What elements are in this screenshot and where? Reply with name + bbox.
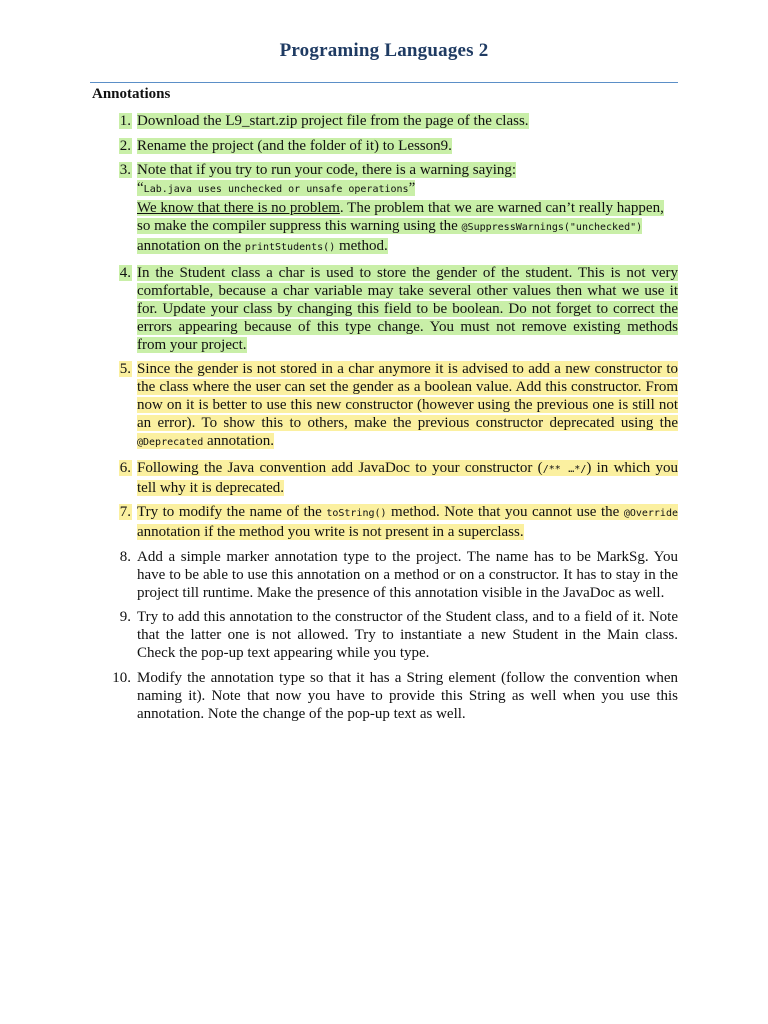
list-item-6: [92, 459, 678, 497]
close-quote: ”: [408, 180, 416, 196]
item-text: In the Student class a char is used to store the gender of the student. This is not very comfortable, because a char variable may take several other values then what we use it for. Update your class by changing this field to be boolean. Do not forget to correct the errors appearing because of this type change. You must not remove existing methods from your project.: [137, 264, 678, 353]
suppress-warnings-code: @SuppressWarnings("unchecked"): [461, 222, 643, 233]
item-text: annotation.: [203, 433, 275, 449]
tostring-code: toString(): [326, 508, 387, 519]
item-text: . The problem that we are warned can’t really happen, so make the compiler suppress this warning using the: [137, 200, 664, 234]
item-number: 5.: [119, 361, 131, 377]
item-text: method.: [335, 238, 388, 254]
item-text: Note that if you try to run your code, there is a warning saying:: [137, 162, 517, 178]
title-divider: [90, 82, 678, 83]
item-number: 4.: [119, 264, 131, 281]
item-text: Try to modify the name of the: [137, 504, 327, 520]
underlined-text: We know that there is no problem: [137, 200, 340, 216]
override-code: @Override: [623, 508, 678, 519]
item-text: Modify the annotation type so that it has a String element (follow the convention when naming it). Note that now you have to provide this String as well when you use this annotation. Note the change of the pop-up text as well.: [137, 669, 678, 722]
list-item-3: [92, 161, 678, 257]
item-number: 2.: [119, 137, 131, 154]
method-name-code: printStudents(): [244, 242, 336, 253]
item-text: Since the gender is not stored in a char anymore it is advised to add a new constructor to the class where the user can set the gender as a boolean value. Add this constructor. From now on it is better to use this new constructor (however using the previous one is still not an error). To show this to others, make the previous constructor deprecated using the: [137, 361, 678, 431]
item-text: annotation if the method you write is not present in a superclass.: [137, 524, 524, 540]
item-text: method. Note that you cannot use the: [386, 504, 624, 520]
section-heading: Annotations: [92, 86, 171, 102]
open-quote: “: [137, 180, 144, 196]
item-number: 6.: [119, 459, 131, 476]
item-text: Rename the project (and the folder of it) to Lesson9.: [137, 137, 452, 154]
item-text: Download the L9_start.zip project file from the page of the class.: [137, 113, 529, 129]
javadoc-code: /** …*/: [542, 463, 587, 475]
item-number: 10.: [112, 669, 131, 686]
page-title: Programing Languages 2: [279, 40, 489, 61]
task-list: [92, 112, 678, 729]
warning-message-code: Lab.java uses unchecked or unsafe operations: [143, 184, 409, 195]
item-number: 9.: [119, 609, 131, 625]
item-text: Following the Java convention add JavaDoc to your constructor (: [137, 459, 543, 476]
list-item-4: [92, 264, 678, 354]
item-text: ) in which you tell why it is deprecated.: [137, 459, 678, 496]
list-item-1: [92, 112, 678, 130]
item-number: 3.: [119, 162, 131, 178]
list-item-8: [92, 548, 678, 602]
item-number: 8.: [119, 548, 131, 565]
item-number: 1.: [119, 113, 131, 129]
item-number: 7.: [119, 504, 131, 520]
list-item-5: [92, 360, 678, 452]
item-text: Add a simple marker annotation type to the project. The name has to be MarkSg. You have to be able to use this annotation on a method or on a constructor. It has to stay in the project till runtime. Make the presence of this annotation visible in the JavaDoc as well.: [137, 548, 678, 601]
list-item-10: [92, 669, 678, 723]
item-text: annotation on the: [137, 238, 245, 254]
deprecated-code: @Deprecated: [137, 437, 204, 448]
list-item-9: [92, 608, 678, 662]
list-item-2: [92, 137, 678, 155]
list-item-7: [92, 503, 678, 541]
item-text: Try to add this annotation to the constructor of the Student class, and to a field of it. Note that the latter one is not allowed. Try to instantiate a new Student in the Main class. Check the pop-up text appearing while you type.: [137, 609, 678, 661]
